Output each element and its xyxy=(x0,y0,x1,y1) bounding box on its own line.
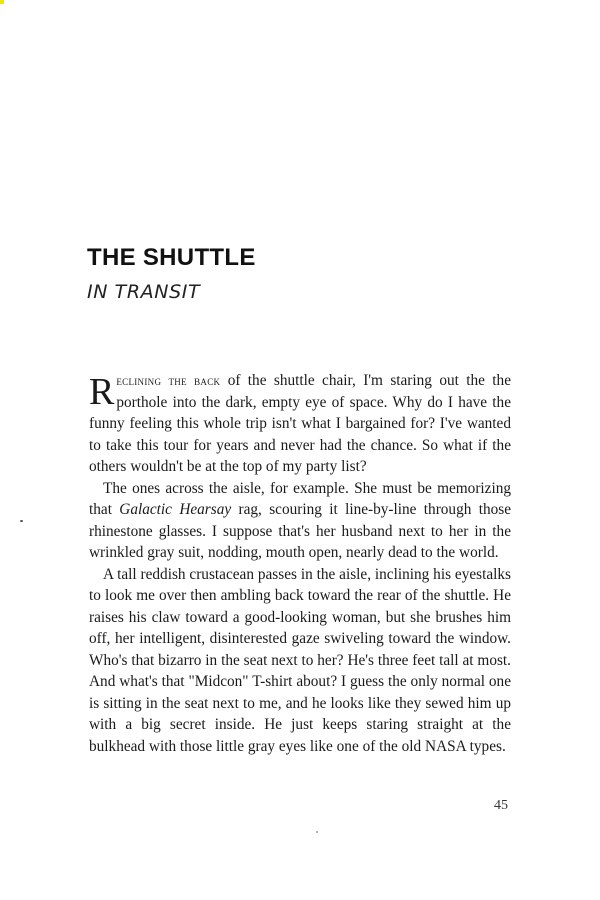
body-text xyxy=(89,370,511,757)
paragraph-1 xyxy=(89,370,511,478)
paragraph-1-text: of the shuttle chair, I'm staring out the the porthole into the dark, empty eye of space. Why do I have the funny feeling this whole trip isn't what I bargained for? I've wanted to take this tour for years and never had the chance. So what if the others wouldn't be at the top of my party list? xyxy=(89,372,511,475)
scan-speck xyxy=(20,520,23,522)
paragraph-3: A tall reddish crustacean passes in the aisle, inclining his eyestalks to look me over then ambling back toward the rear of the shuttle. He raises his claw toward a good-looking woman, but she brushes him off, her intelligent, disinterested gaze swiveling toward the window. Who's that bizarro in the seat next to her? He's three feet tall at most. And what's that "Midcon" T-shirt about? I guess the only normal one is sitting in the seat next to me, and he looks like they sewed him up with a big secret inside. He just keeps staring straight at the bulkhead with those little gray eyes like one of the old NASA types. xyxy=(89,565,511,755)
scan-speck xyxy=(316,831,318,833)
scan-corner-mark xyxy=(0,0,4,4)
paragraph-2 xyxy=(89,478,511,564)
magazine-title: Galactic Hearsay xyxy=(119,501,232,518)
page-number: 45 xyxy=(494,798,508,813)
lead-in-small-caps: eclining the back xyxy=(116,373,221,388)
paragraph-2-text-end: rag, scouring it line-by-line through those rhinestone glasses. I suppose that's her husband next to her in the wrinkled gray suit, nodding, mouth open, nearly dead to the world. xyxy=(89,501,512,561)
chapter-title: THE SHUTTLE xyxy=(87,244,256,271)
paragraph-2-text-start: The ones across the aisle, for example. She must be memorizing that xyxy=(89,479,511,518)
chapter-subtitle: IN TRANSIT xyxy=(87,281,201,303)
drop-cap: R xyxy=(89,371,115,413)
